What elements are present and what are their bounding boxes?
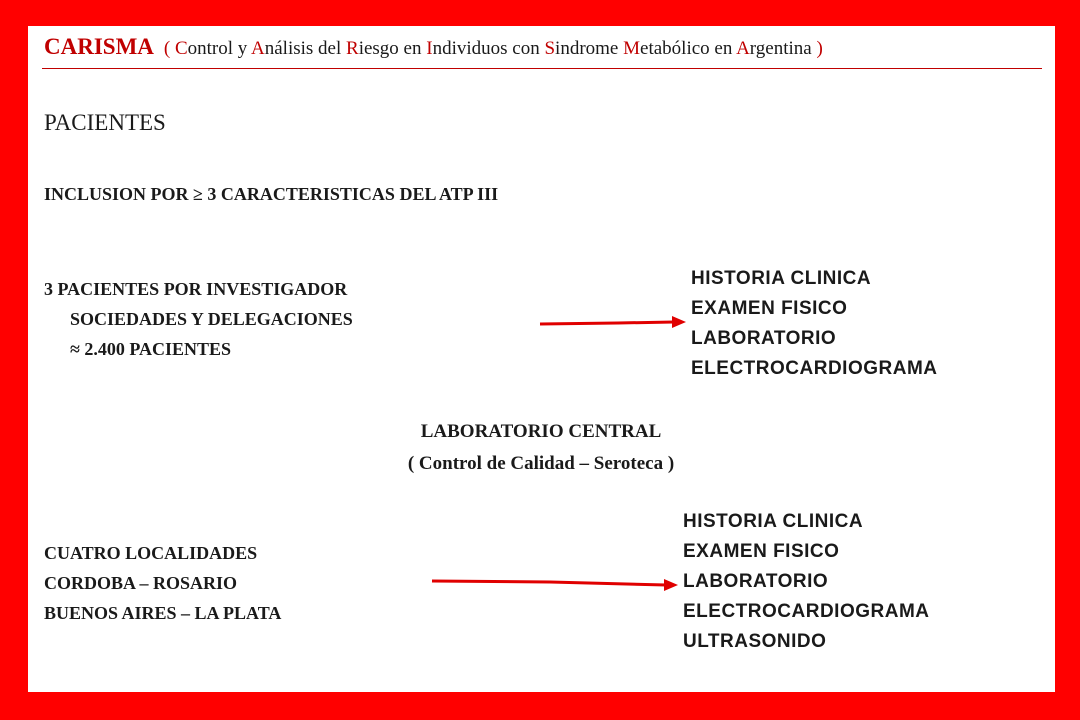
evaluation-list-top <box>691 264 938 384</box>
header-divider <box>42 68 1042 69</box>
list-item: EXAMEN FISICO <box>691 298 848 319</box>
locations-block <box>44 538 281 628</box>
list-item: ELECTROCARDIOGRAMA <box>691 358 938 379</box>
close-paren: ) <box>816 38 823 59</box>
slide <box>28 26 1055 692</box>
list-item: HISTORIA CLINICA <box>683 511 864 532</box>
acronym-word-riesgo: Riesgo en <box>346 38 427 59</box>
list-item: ULTRASONIDO <box>683 631 827 652</box>
patients-block <box>44 274 353 364</box>
slide-header <box>44 34 823 60</box>
section-title: PACIENTES <box>44 110 166 135</box>
list-item: LABORATORIO <box>683 571 829 592</box>
acronym-word-argentina: Argentina <box>736 38 817 59</box>
acronym-word-control: Control y <box>174 38 251 59</box>
central-lab-title: LABORATORIO CENTRAL <box>420 421 662 442</box>
open-paren: ( <box>163 38 171 59</box>
acronym-word-sindrome: Sindrome <box>544 38 624 59</box>
evaluation-list-bottom <box>683 507 930 657</box>
locations-count: CUATRO LOCALIDADES <box>44 543 258 563</box>
list-item: LABORATORIO <box>691 328 837 349</box>
central-lab-subtitle: ( Control de Calidad – Seroteca ) <box>407 453 675 474</box>
locations-cities-1: CORDOBA – ROSARIO <box>44 573 238 593</box>
acronym-word-analisis: Análisis del <box>251 38 347 59</box>
central-laboratory <box>328 416 754 480</box>
inclusion-criteria: INCLUSION POR ≥ 3 CARACTERISTICAS DEL ATP III <box>44 184 499 204</box>
list-item: ELECTROCARDIOGRAMA <box>683 601 930 622</box>
acronym-word-metabolico: Metabólico en <box>623 38 737 59</box>
arrow-right-icon <box>538 314 688 332</box>
locations-cities-2: BUENOS AIRES – LA PLATA <box>44 603 282 623</box>
patients-per-investigator: 3 PACIENTES POR INVESTIGADOR <box>44 279 348 299</box>
patient-count: ≈ 2.400 PACIENTES <box>70 339 232 359</box>
list-item: EXAMEN FISICO <box>683 541 840 562</box>
arrow-right-icon <box>430 575 680 593</box>
societies-delegations: SOCIEDADES Y DELEGACIONES <box>70 309 353 329</box>
brand-title: CARISMA <box>44 34 154 59</box>
list-item: HISTORIA CLINICA <box>691 268 872 289</box>
acronym-word-individuos: Individuos con <box>426 38 545 59</box>
